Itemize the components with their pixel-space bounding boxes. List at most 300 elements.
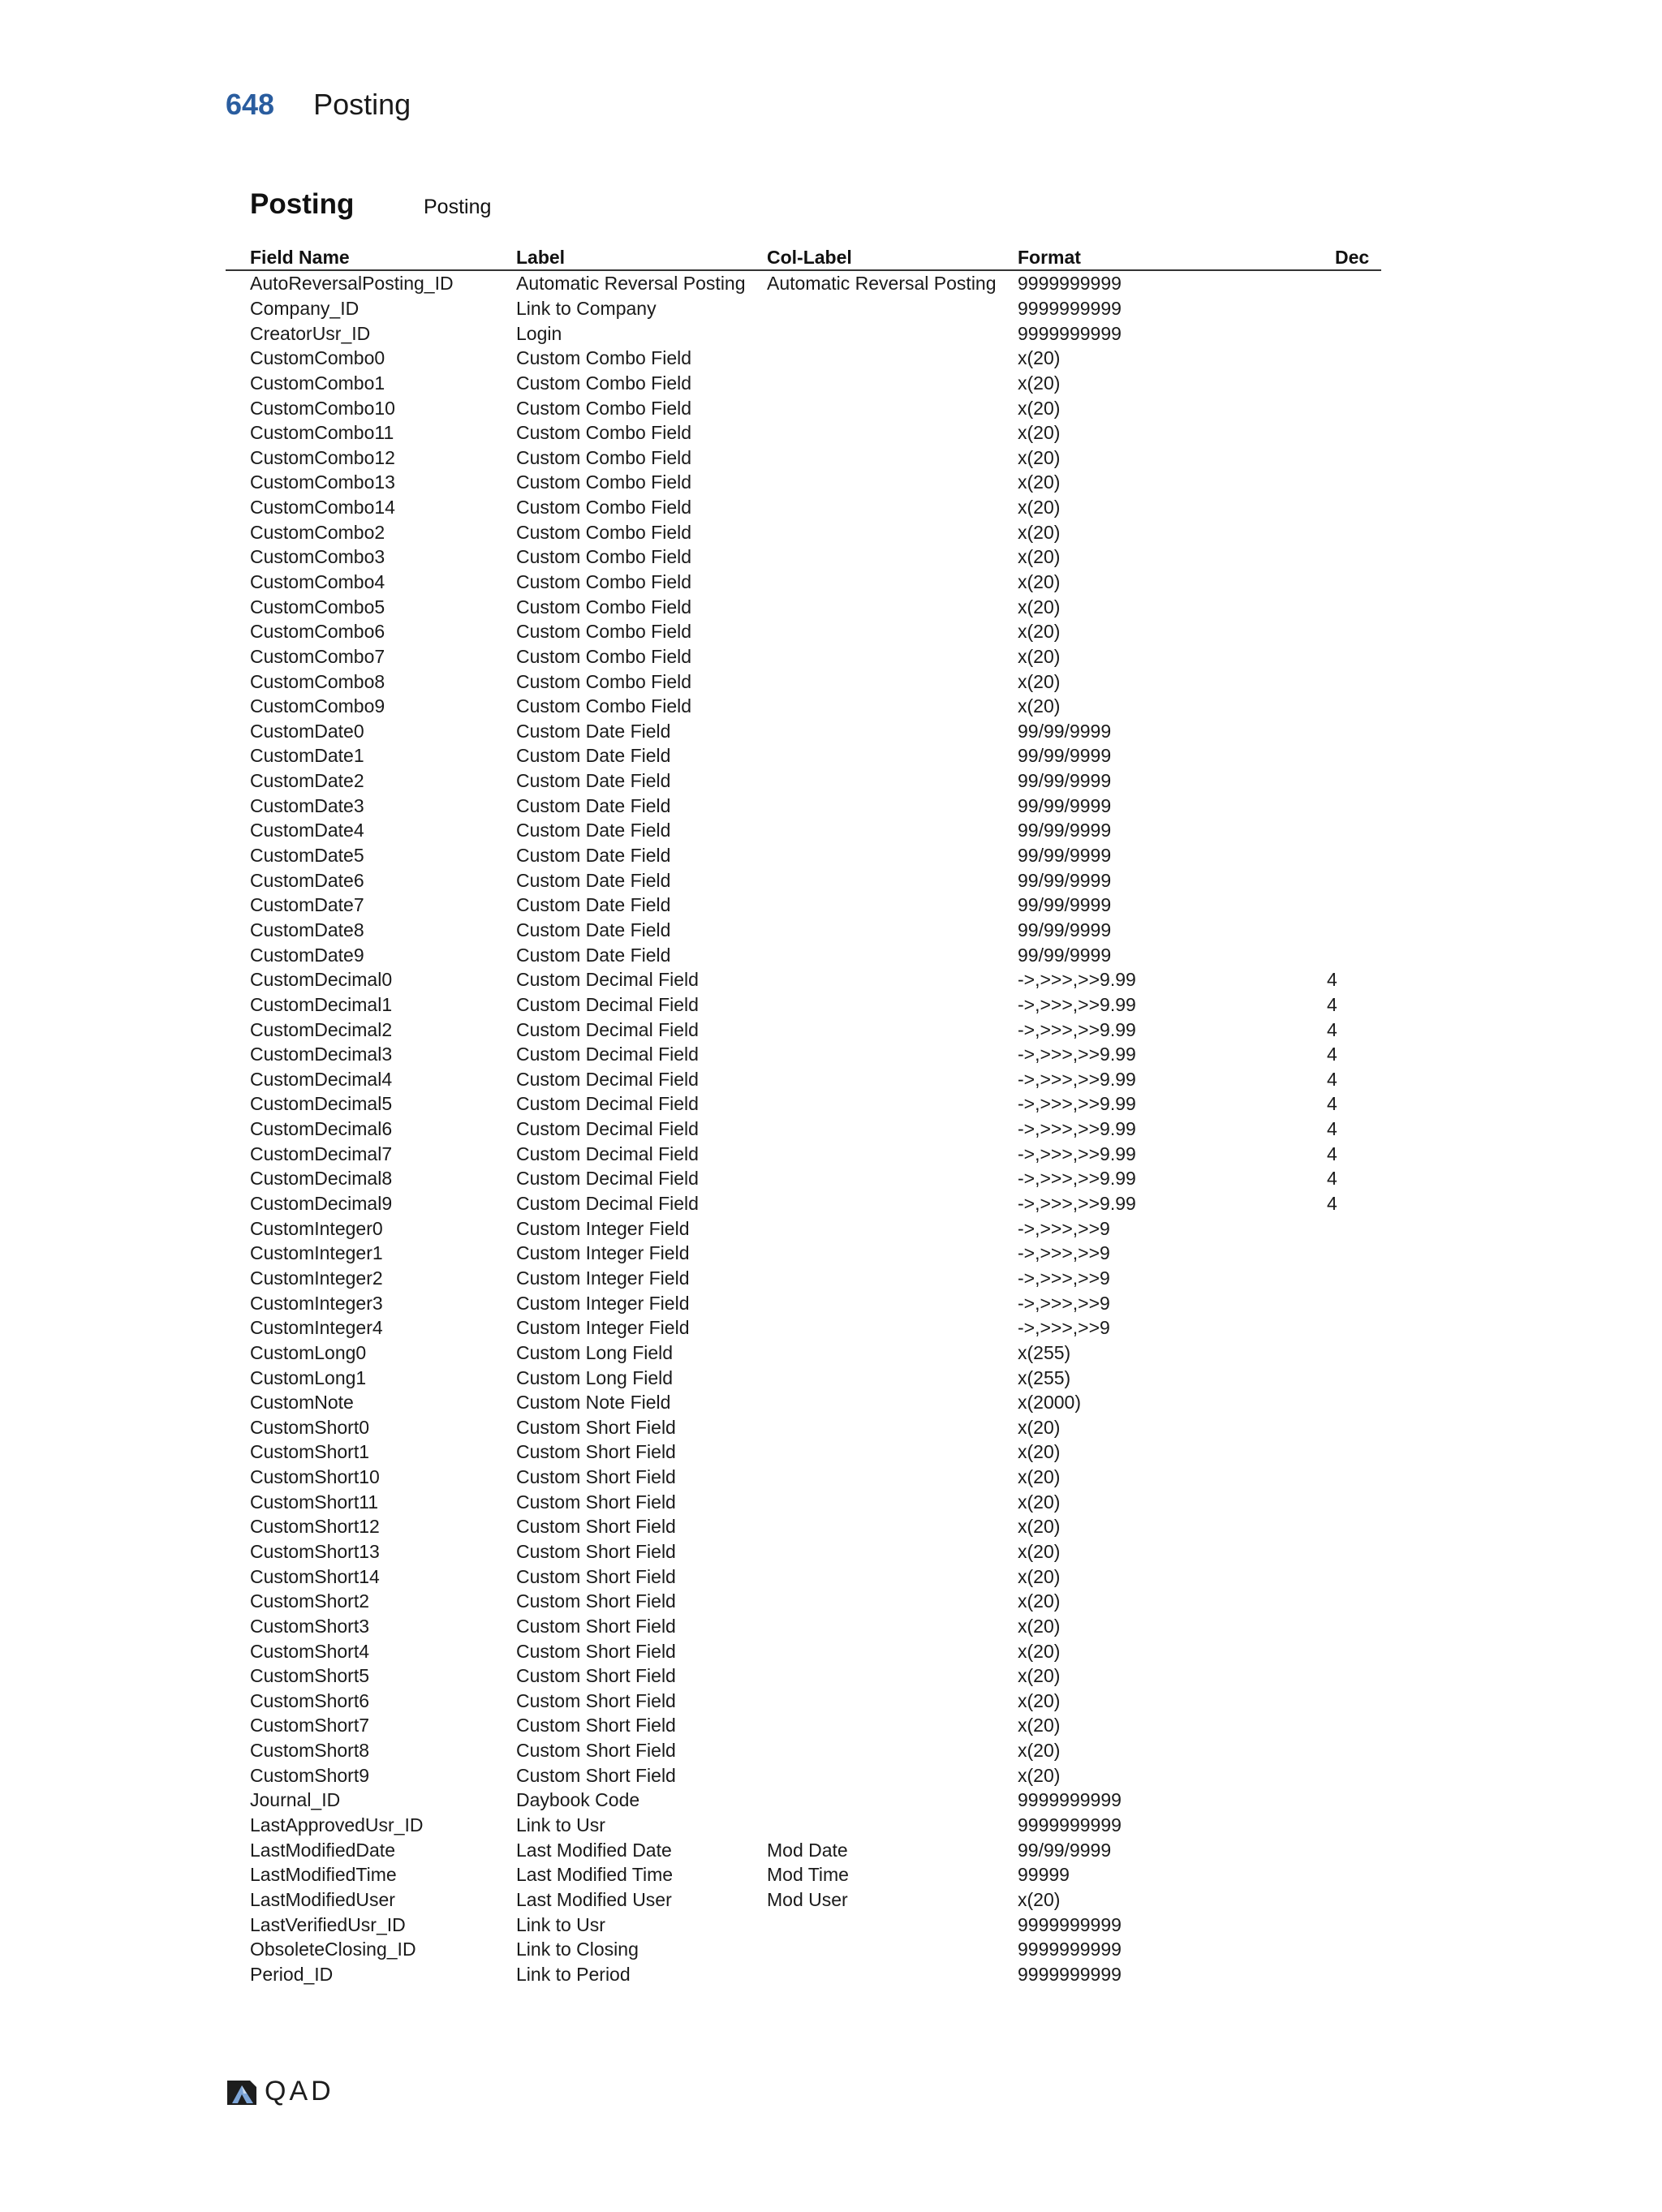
- cell-field-name: CustomDate4: [250, 820, 364, 841]
- cell-col-label: Mod Date: [767, 1839, 848, 1861]
- cell-format: x(20): [1018, 1416, 1061, 1438]
- cell-label: Last Modified User: [516, 1888, 672, 1910]
- table-row: [226, 918, 1381, 943]
- cell-format: ->,>>>,>>9.99: [1018, 1143, 1136, 1164]
- cell-field-name: CustomCombo9: [250, 695, 385, 717]
- cell-format: x(20): [1018, 670, 1061, 692]
- table-row: [226, 594, 1381, 619]
- cell-field-name: CustomShort14: [250, 1565, 380, 1587]
- cell-field-name: CustomDate3: [250, 794, 364, 816]
- cell-label: Custom Long Field: [516, 1341, 674, 1363]
- cell-label: Link to Usr: [516, 1913, 605, 1935]
- cell-format: x(20): [1018, 695, 1061, 717]
- cell-field-name: CustomShort2: [250, 1590, 370, 1612]
- cell-label: Custom Decimal Field: [516, 993, 699, 1015]
- cell-label: Custom Combo Field: [516, 471, 692, 493]
- cell-format: ->,>>>,>>9.99: [1018, 993, 1136, 1015]
- cell-label: Custom Date Field: [516, 820, 671, 841]
- table-row: [226, 495, 1381, 520]
- cell-format: 99/99/9999: [1018, 944, 1112, 966]
- footer-logo: [226, 2076, 334, 2107]
- cell-dec: 4: [1327, 993, 1337, 1015]
- cell-field-name: CustomDecimal3: [250, 1044, 393, 1065]
- cell-format: 9999999999: [1018, 273, 1122, 295]
- cell-format: ->,>>>,>>9: [1018, 1242, 1110, 1264]
- cell-field-name: CustomShort11: [250, 1491, 379, 1513]
- table-row: [226, 1489, 1381, 1514]
- table-row: [226, 867, 1381, 893]
- cell-dec: 4: [1327, 1018, 1337, 1040]
- table-row: [226, 1912, 1381, 1937]
- cell-format: ->,>>>,>>9.99: [1018, 1018, 1136, 1040]
- table-row: [226, 395, 1381, 420]
- cell-field-name: CustomCombo12: [250, 446, 395, 468]
- cell-field-name: CustomDate7: [250, 894, 364, 916]
- cell-format: x(20): [1018, 497, 1061, 519]
- cell-field-name: CustomDate8: [250, 919, 364, 940]
- table-row: [226, 1564, 1381, 1589]
- table-row: [226, 1663, 1381, 1689]
- cell-dec: 4: [1327, 1068, 1337, 1090]
- cell-format: 99/99/9999: [1018, 894, 1112, 916]
- cell-format: 99/99/9999: [1018, 845, 1112, 867]
- cell-field-name: LastModifiedDate: [250, 1839, 395, 1861]
- cell-field-name: CustomShort1: [250, 1441, 370, 1463]
- cell-format: ->,>>>,>>9.99: [1018, 1168, 1136, 1190]
- table-row: [226, 1042, 1381, 1067]
- cell-format: ->,>>>,>>9: [1018, 1292, 1110, 1314]
- table-row: [226, 644, 1381, 669]
- cell-field-name: CustomCombo2: [250, 521, 385, 543]
- cell-field-name: LastApprovedUsr_ID: [250, 1814, 424, 1836]
- table-row: [226, 519, 1381, 544]
- table-row: [226, 1589, 1381, 1614]
- cell-field-name: AutoReversalPosting_ID: [250, 273, 454, 295]
- cell-label: Custom Combo Field: [516, 596, 692, 618]
- cell-format: x(2000): [1018, 1392, 1081, 1414]
- cell-label: Custom Decimal Field: [516, 1044, 699, 1065]
- cell-field-name: CustomInteger3: [250, 1292, 383, 1314]
- cell-format: x(20): [1018, 1715, 1061, 1736]
- cell-dec: 4: [1327, 1093, 1337, 1115]
- cell-label: Custom Combo Field: [516, 422, 692, 444]
- cell-label: Custom Combo Field: [516, 347, 692, 369]
- cell-label: Custom Combo Field: [516, 645, 692, 667]
- cell-label: Custom Short Field: [516, 1416, 676, 1438]
- cell-field-name: CustomShort7: [250, 1715, 370, 1736]
- cell-field-name: CustomDecimal8: [250, 1168, 393, 1190]
- table-row: [226, 296, 1381, 321]
- table-row: [226, 1414, 1381, 1440]
- cell-field-name: CustomInteger1: [250, 1242, 383, 1264]
- table-row: [226, 743, 1381, 768]
- cell-field-name: CustomDecimal7: [250, 1143, 393, 1164]
- cell-field-name: CustomInteger2: [250, 1267, 383, 1289]
- cell-label: Custom Date Field: [516, 720, 671, 742]
- table-row: [226, 1514, 1381, 1539]
- cell-format: x(20): [1018, 546, 1061, 568]
- cell-label: Custom Short Field: [516, 1764, 676, 1786]
- cell-field-name: ObsoleteClosing_ID: [250, 1939, 416, 1960]
- table-row: [226, 420, 1381, 445]
- cell-field-name: CustomShort5: [250, 1665, 370, 1687]
- cell-field-name: CustomShort4: [250, 1640, 370, 1662]
- table-row: [226, 470, 1381, 495]
- cell-format: x(20): [1018, 596, 1061, 618]
- cell-field-name: CustomShort8: [250, 1740, 370, 1762]
- cell-label: Custom Integer Field: [516, 1317, 690, 1339]
- cell-col-label: Automatic Reversal Posting: [767, 273, 997, 295]
- cell-label: Last Modified Time: [516, 1864, 674, 1886]
- cell-format: 9999999999: [1018, 1814, 1122, 1836]
- cell-label: Custom Decimal Field: [516, 1143, 699, 1164]
- cell-field-name: CustomShort0: [250, 1416, 370, 1438]
- cell-label: Link to Closing: [516, 1939, 639, 1960]
- cell-label: Custom Decimal Field: [516, 969, 699, 991]
- cell-label: Last Modified Date: [516, 1839, 672, 1861]
- cell-label: Custom Integer Field: [516, 1217, 690, 1239]
- cell-format: x(20): [1018, 1441, 1061, 1463]
- table-row: [226, 1813, 1381, 1838]
- table-row: [226, 321, 1381, 346]
- table-row: [226, 1216, 1381, 1241]
- cell-format: 99/99/9999: [1018, 794, 1112, 816]
- cell-label: Custom Decimal Field: [516, 1193, 699, 1215]
- cell-field-name: CustomCombo8: [250, 670, 385, 692]
- table-row: [226, 768, 1381, 794]
- cell-field-name: CustomCombo11: [250, 422, 394, 444]
- cell-format: 99/99/9999: [1018, 720, 1112, 742]
- cell-format: x(20): [1018, 1764, 1061, 1786]
- table-row: [226, 271, 1381, 296]
- cell-format: 9999999999: [1018, 322, 1122, 344]
- cell-format: ->,>>>,>>9: [1018, 1217, 1110, 1239]
- cell-format: ->,>>>,>>9: [1018, 1317, 1110, 1339]
- table-row: [226, 1241, 1381, 1266]
- cell-label: Custom Date Field: [516, 770, 671, 792]
- cell-format: x(20): [1018, 372, 1061, 394]
- cell-field-name: CustomCombo4: [250, 571, 385, 592]
- cell-field-name: CustomDate6: [250, 869, 364, 891]
- cell-dec: 4: [1327, 1044, 1337, 1065]
- cell-label: Custom Combo Field: [516, 670, 692, 692]
- cell-dec: 4: [1327, 1118, 1337, 1140]
- cell-label: Custom Short Field: [516, 1689, 676, 1711]
- cell-label: Automatic Reversal Posting: [516, 273, 746, 295]
- cell-label: Custom Short Field: [516, 1466, 676, 1488]
- cell-label: Custom Short Field: [516, 1565, 676, 1587]
- column-header-dec: Dec: [1335, 247, 1370, 268]
- table-row: [226, 1837, 1381, 1862]
- cell-format: x(20): [1018, 645, 1061, 667]
- page-header-title: Posting: [313, 88, 411, 121]
- cell-format: 9999999999: [1018, 1963, 1122, 1985]
- cell-label: Custom Combo Field: [516, 397, 692, 419]
- cell-field-name: CustomCombo5: [250, 596, 385, 618]
- table-row: [226, 1117, 1381, 1142]
- cell-format: ->,>>>,>>9.99: [1018, 1044, 1136, 1065]
- cell-field-name: Journal_ID: [250, 1789, 341, 1811]
- table-row: [226, 793, 1381, 818]
- table-row: [226, 1440, 1381, 1465]
- field-table: [226, 240, 1381, 1986]
- cell-field-name: CustomCombo0: [250, 347, 385, 369]
- cell-label: Custom Short Field: [516, 1590, 676, 1612]
- table-row: [226, 346, 1381, 371]
- table-row: [226, 1862, 1381, 1887]
- cell-field-name: LastModifiedUser: [250, 1888, 395, 1910]
- cell-field-name: CustomDecimal6: [250, 1118, 393, 1140]
- cell-label: Custom Date Field: [516, 869, 671, 891]
- cell-label: Custom Date Field: [516, 794, 671, 816]
- cell-field-name: LastModifiedTime: [250, 1864, 397, 1886]
- table-row: [226, 1365, 1381, 1390]
- cell-label: Custom Combo Field: [516, 695, 692, 717]
- table-row: [226, 1465, 1381, 1490]
- cell-label: Custom Decimal Field: [516, 1168, 699, 1190]
- table-title-row: [250, 188, 491, 227]
- table-row: [226, 1091, 1381, 1117]
- cell-label: Custom Integer Field: [516, 1242, 690, 1264]
- cell-label: Custom Decimal Field: [516, 1118, 699, 1140]
- column-header-format: Format: [1018, 247, 1081, 268]
- table-row: [226, 1962, 1381, 1987]
- cell-field-name: CustomDate0: [250, 720, 364, 742]
- cell-field-name: CustomShort13: [250, 1540, 380, 1562]
- cell-field-name: CustomDecimal0: [250, 969, 393, 991]
- cell-field-name: CustomShort10: [250, 1466, 380, 1488]
- table-row: [226, 967, 1381, 992]
- cell-format: 9999999999: [1018, 1939, 1122, 1960]
- cell-col-label: Mod Time: [767, 1864, 849, 1886]
- table-row: [226, 1614, 1381, 1639]
- cell-label: Custom Decimal Field: [516, 1068, 699, 1090]
- cell-format: x(20): [1018, 446, 1061, 468]
- cell-label: Custom Combo Field: [516, 546, 692, 568]
- table-row: [226, 1937, 1381, 1962]
- column-header-field-name: Field Name: [250, 247, 350, 268]
- cell-label: Daybook Code: [516, 1789, 640, 1811]
- cell-label: Custom Short Field: [516, 1516, 676, 1538]
- cell-field-name: CustomDate9: [250, 944, 364, 966]
- cell-field-name: Company_ID: [250, 297, 360, 319]
- table-row: [226, 1017, 1381, 1042]
- table-row: [226, 1713, 1381, 1738]
- cell-label: Custom Combo Field: [516, 497, 692, 519]
- cell-label: Custom Short Field: [516, 1740, 676, 1762]
- table-row: [226, 619, 1381, 644]
- cell-dec: 4: [1327, 1143, 1337, 1164]
- cell-label: Custom Short Field: [516, 1615, 676, 1637]
- table-row: [226, 1788, 1381, 1813]
- cell-label: Custom Combo Field: [516, 621, 692, 643]
- cell-field-name: CustomDecimal4: [250, 1068, 393, 1090]
- cell-label: Custom Decimal Field: [516, 1018, 699, 1040]
- cell-field-name: CustomCombo1: [250, 372, 385, 394]
- cell-label: Custom Combo Field: [516, 446, 692, 468]
- cell-format: x(20): [1018, 1665, 1061, 1687]
- cell-format: x(20): [1018, 1615, 1061, 1637]
- cell-label: Custom Integer Field: [516, 1267, 690, 1289]
- cell-label: Custom Short Field: [516, 1665, 676, 1687]
- cell-label: Custom Combo Field: [516, 571, 692, 592]
- table-row: [226, 1166, 1381, 1191]
- cell-label: Custom Short Field: [516, 1441, 676, 1463]
- cell-format: x(20): [1018, 1740, 1061, 1762]
- cell-label: Custom Integer Field: [516, 1292, 690, 1314]
- cell-field-name: CustomDate1: [250, 745, 364, 767]
- cell-field-name: CustomCombo14: [250, 497, 395, 519]
- cell-format: x(255): [1018, 1341, 1071, 1363]
- cell-format: x(20): [1018, 422, 1061, 444]
- cell-field-name: CustomCombo3: [250, 546, 385, 568]
- cell-label: Login: [516, 322, 562, 344]
- table-row: [226, 1141, 1381, 1166]
- table-row: [226, 818, 1381, 843]
- cell-format: ->,>>>,>>9.99: [1018, 1118, 1136, 1140]
- table-row: [226, 1266, 1381, 1291]
- table-row: [226, 570, 1381, 595]
- column-header-col-label: Col-Label: [767, 247, 852, 268]
- table-row: [226, 445, 1381, 470]
- cell-field-name: CustomDecimal5: [250, 1093, 393, 1115]
- cell-field-name: CustomCombo10: [250, 397, 395, 419]
- cell-format: x(20): [1018, 471, 1061, 493]
- cell-label: Custom Combo Field: [516, 372, 692, 394]
- cell-field-name: CustomShort3: [250, 1615, 370, 1637]
- cell-label: Custom Date Field: [516, 894, 671, 916]
- cell-label: Custom Short Field: [516, 1491, 676, 1513]
- cell-label: Custom Date Field: [516, 944, 671, 966]
- cell-col-label: Mod User: [767, 1888, 848, 1910]
- cell-field-name: CustomDecimal1: [250, 993, 393, 1015]
- cell-format: x(20): [1018, 1640, 1061, 1662]
- table-row: [226, 669, 1381, 694]
- cell-label: Custom Date Field: [516, 919, 671, 940]
- cell-field-name: CustomShort9: [250, 1764, 370, 1786]
- cell-format: 9999999999: [1018, 1789, 1122, 1811]
- cell-label: Custom Decimal Field: [516, 1093, 699, 1115]
- cell-format: x(20): [1018, 1516, 1061, 1538]
- cell-label: Custom Date Field: [516, 845, 671, 867]
- cell-format: 99999: [1018, 1864, 1070, 1886]
- cell-format: 99/99/9999: [1018, 869, 1112, 891]
- table-row: [226, 992, 1381, 1018]
- cell-field-name: Period_ID: [250, 1963, 334, 1985]
- table-row: [226, 1638, 1381, 1663]
- cell-field-name: CustomDecimal2: [250, 1018, 393, 1040]
- cell-format: ->,>>>,>>9.99: [1018, 1093, 1136, 1115]
- cell-dec: 4: [1327, 969, 1337, 991]
- cell-label: Link to Period: [516, 1963, 631, 1985]
- table-row: [226, 371, 1381, 396]
- cell-format: x(20): [1018, 1466, 1061, 1488]
- cell-format: 9999999999: [1018, 297, 1122, 319]
- cell-format: x(20): [1018, 1888, 1061, 1910]
- table-row: [226, 694, 1381, 719]
- cell-label: Custom Note Field: [516, 1392, 671, 1414]
- cell-format: x(20): [1018, 521, 1061, 543]
- cell-field-name: CustomDate2: [250, 770, 364, 792]
- cell-format: x(20): [1018, 621, 1061, 643]
- table-row: [226, 942, 1381, 967]
- cell-label: Custom Date Field: [516, 745, 671, 767]
- cell-field-name: CustomShort6: [250, 1689, 370, 1711]
- qad-logo-icon: [226, 2077, 258, 2107]
- cell-format: ->,>>>,>>9: [1018, 1267, 1110, 1289]
- cell-dec: 4: [1327, 1168, 1337, 1190]
- cell-field-name: CustomNote: [250, 1392, 354, 1414]
- table-description: Posting: [424, 196, 492, 218]
- table-row: [226, 1689, 1381, 1714]
- table-row: [226, 843, 1381, 868]
- cell-format: 9999999999: [1018, 1913, 1122, 1935]
- cell-format: 99/99/9999: [1018, 919, 1112, 940]
- table-row: [226, 1315, 1381, 1341]
- cell-format: x(20): [1018, 1590, 1061, 1612]
- cell-format: x(20): [1018, 1565, 1061, 1587]
- logo-text: QAD: [265, 2076, 334, 2107]
- table-row: [226, 1290, 1381, 1315]
- cell-field-name: CustomDate5: [250, 845, 364, 867]
- cell-format: 99/99/9999: [1018, 820, 1112, 841]
- cell-label: Link to Usr: [516, 1814, 605, 1836]
- table-row: [226, 1887, 1381, 1913]
- table-row: [226, 719, 1381, 744]
- table-body: [226, 271, 1381, 1986]
- cell-field-name: CustomCombo13: [250, 471, 395, 493]
- cell-label: Link to Company: [516, 297, 657, 319]
- cell-format: x(20): [1018, 1540, 1061, 1562]
- cell-field-name: CustomCombo6: [250, 621, 385, 643]
- cell-field-name: CustomShort12: [250, 1516, 380, 1538]
- cell-format: 99/99/9999: [1018, 745, 1112, 767]
- column-header-label: Label: [516, 247, 566, 268]
- table-row: [226, 1762, 1381, 1788]
- cell-format: x(20): [1018, 1689, 1061, 1711]
- cell-field-name: CustomLong0: [250, 1341, 367, 1363]
- cell-format: ->,>>>,>>9.99: [1018, 969, 1136, 991]
- cell-label: Custom Short Field: [516, 1715, 676, 1736]
- cell-field-name: CustomDecimal9: [250, 1193, 393, 1215]
- cell-label: Custom Long Field: [516, 1366, 674, 1388]
- cell-label: Custom Combo Field: [516, 521, 692, 543]
- page-number: 648: [226, 88, 275, 121]
- cell-field-name: CreatorUsr_ID: [250, 322, 371, 344]
- cell-format: x(20): [1018, 571, 1061, 592]
- cell-format: x(20): [1018, 347, 1061, 369]
- cell-format: ->,>>>,>>9.99: [1018, 1068, 1136, 1090]
- cell-field-name: CustomLong1: [250, 1366, 367, 1388]
- table-title: Posting: [250, 188, 355, 220]
- cell-dec: 4: [1327, 1193, 1337, 1215]
- cell-field-name: LastVerifiedUsr_ID: [250, 1913, 406, 1935]
- cell-format: x(255): [1018, 1366, 1071, 1388]
- cell-field-name: CustomInteger0: [250, 1217, 383, 1239]
- cell-field-name: CustomCombo7: [250, 645, 385, 667]
- cell-label: Custom Short Field: [516, 1640, 676, 1662]
- table-row: [226, 1341, 1381, 1366]
- table-row: [226, 1191, 1381, 1216]
- cell-format: x(20): [1018, 1491, 1061, 1513]
- table-row: [226, 893, 1381, 918]
- table-row: [226, 1539, 1381, 1564]
- table-row: [226, 1067, 1381, 1092]
- cell-format: x(20): [1018, 397, 1061, 419]
- table-row: [226, 1390, 1381, 1415]
- cell-label: Custom Short Field: [516, 1540, 676, 1562]
- page-header: [226, 88, 411, 127]
